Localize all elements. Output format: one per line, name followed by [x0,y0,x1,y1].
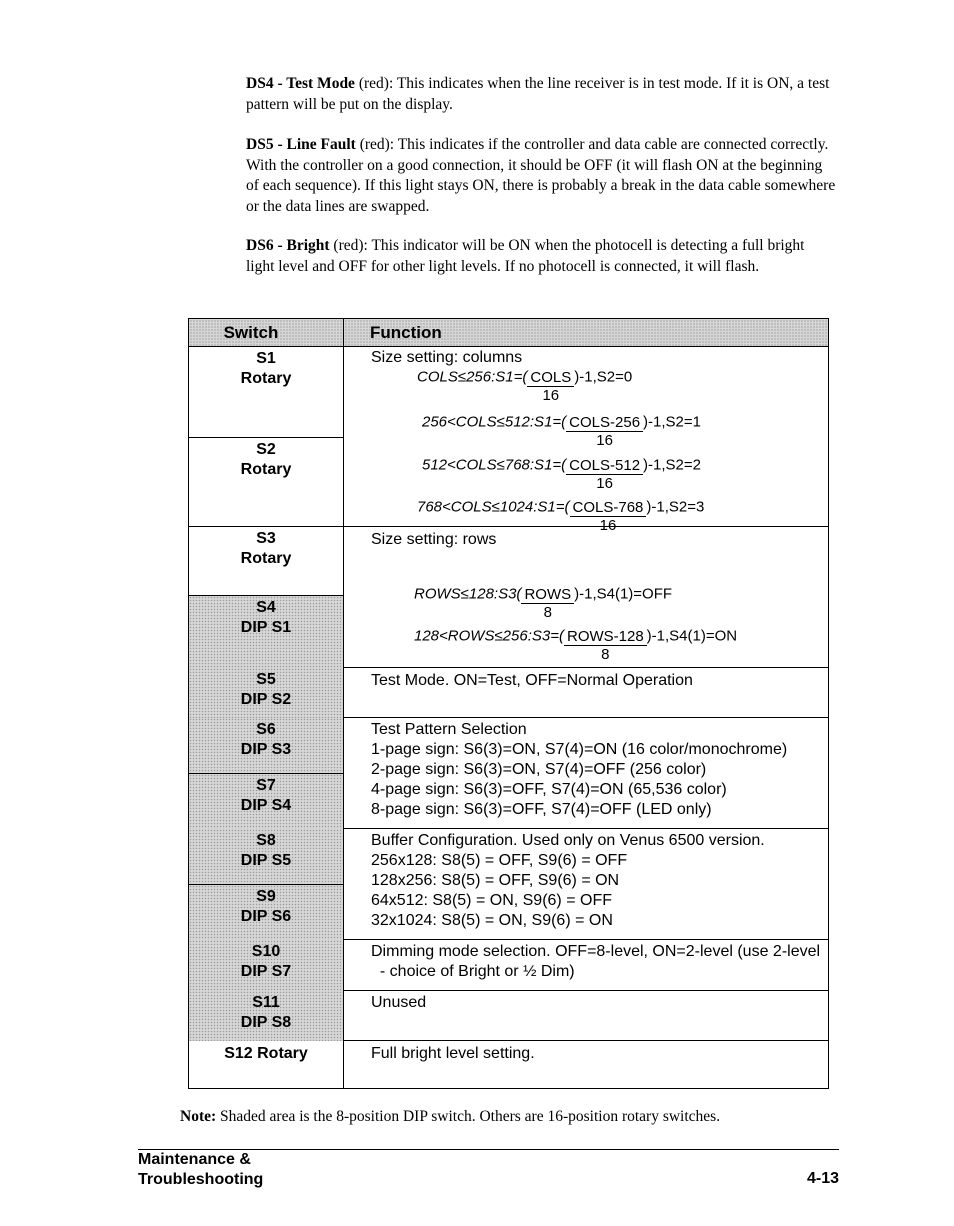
switch-s5-type: DIP S2 [240,691,292,708]
switch-s7-type: DIP S4 [240,797,292,814]
switch-s9-type: DIP S6 [240,908,292,925]
full-bright-text: Full bright level setting. [371,1045,535,1062]
switch-s4-type: DIP S1 [240,619,292,636]
text-ds6: (red): This indicator will be ON when the photocell is detecting a full bright light level and OFF for other light levels. If no photocell is connected, it will flash. [246,237,805,275]
switch-s6-type: DIP S3 [240,741,292,758]
formula-rows-2-pre: 128<ROWS≤256:S3=( [414,627,564,645]
formula-cols-4-pre: 768<COLS≤1024:S1=( [417,498,570,516]
buffer-line: 256x128: S8(5) = OFF, S9(6) = OFF [371,852,628,869]
rows-title: Size setting: rows [371,531,497,548]
formula-cols-1 [417,360,633,404]
formula-rows-2 [414,619,738,663]
formula-cols-2-post: )-1,S2=1 [643,413,701,431]
footer-section-line: Maintenance & [138,1151,251,1168]
formula-cols-4-num: COLS-768 [570,500,647,517]
formula-rows-2-post: )-1,S4(1)=ON [646,627,738,645]
switch-s7 [189,773,343,829]
function-test-mode [344,668,829,718]
table-row-dimming [189,940,829,991]
table-header-row [189,319,829,347]
function-dimming [344,940,829,991]
switch-s9-name: S9 [256,888,276,905]
dimming-line: Dimming mode selection. OFF=8-level, ON=2-level (use 2-level [371,943,821,960]
table-row-buffer [189,829,829,940]
switch-s6-name: S6 [256,721,276,738]
formula-cols-3-post: )-1,S2=2 [643,456,701,474]
table-row-full-bright [189,1041,829,1089]
formula-cols-2 [422,405,701,449]
switch-s5-name: S5 [256,671,276,688]
text-ds4: (red): This indicates when the line receiver is in test mode. If it is ON, a test pattern will be put on the display. [246,75,830,113]
test-pattern-line: Test Pattern Selection [371,721,527,738]
switch-s4 [189,595,343,668]
formula-cols-1-post: )-1,S2=0 [574,368,633,386]
formula-rows-1-den: 8 [543,604,552,621]
note-text: Shaded area is the 8-position DIP switch. Others are 16-position rotary switches. [216,1108,721,1125]
paragraph-ds4 [246,74,836,115]
switch-cell-s12 [189,1041,344,1089]
formula-cols-2-num: COLS-256 [566,415,643,432]
dimming-line: - choice of Bright or ½ Dim) [371,963,575,980]
switch-s8 [189,829,343,884]
buffer-line: 64x512: S8(5) = ON, S9(6) = OFF [371,892,612,909]
footer-section-line: Troubleshooting [138,1171,264,1188]
footer-section [138,1150,263,1190]
formula-cols-3 [422,448,701,492]
formula-rows-1-num: ROWS [521,587,574,604]
paragraph-ds6 [246,236,836,277]
switch-s2 [189,437,343,527]
switch-s9 [189,884,343,940]
formula-cols-3-den: 16 [596,475,613,492]
term-ds5: DS5 - Line Fault [246,136,356,153]
switch-cell-s10 [189,940,344,991]
formula-cols-4-den: 16 [599,517,617,534]
function-columns [344,347,829,534]
formula-cols-2-den: 16 [596,432,613,449]
term-ds6: DS6 - Bright [246,237,330,254]
switch-s1-name: S1 [256,350,276,367]
switch-s3-name: S3 [256,530,276,547]
switch-s5 [189,668,343,718]
note-label: Note: [180,1108,217,1125]
formula-rows-2-den: 8 [601,646,610,663]
table-row-unused [189,991,829,1041]
formula-rows-1 [414,577,673,621]
switch-cell-s1-s2 [189,347,344,527]
text-ds5: (red): This indicates if the controller and data cable are connected correctly. With the controller on a good connection, it should be OFF (it will flash ON at the beginning of each sequence). If this light stays ON, there is probably a break in the data cable somewhere or the data lines are swapped. [246,136,836,215]
switch-s11-type: DIP S8 [240,1014,292,1031]
switch-s11-name: S11 [252,994,280,1011]
unused-text: Unused [371,994,427,1011]
test-pattern-line: 2-page sign: S6(3)=ON, S7(4)=OFF (256 color) [371,761,707,778]
formula-rows-1-pre: ROWS≤128:S3( [414,585,522,603]
switch-s2-type: Rotary [240,461,292,478]
switch-s10-name: S10 [251,943,281,960]
switch-table [188,318,829,1089]
formula-cols-3-pre: 512<COLS≤768:S1=( [422,456,567,474]
function-full-bright [344,1041,829,1089]
function-buffer [344,829,829,940]
table-row-test-mode [189,668,829,718]
formula-cols-4-post: )-1,S2=3 [646,498,705,516]
switch-s10 [189,940,343,991]
formula-cols-2-pre: 256<COLS≤512:S1=( [422,413,567,431]
switch-s3 [189,527,343,595]
buffer-line: Buffer Configuration. Used only on Venus 6500 version. [371,832,765,849]
switch-cell-s5 [189,668,344,718]
switch-s12: S12 Rotary [224,1045,308,1062]
header-function: Function [344,319,829,347]
test-pattern-line: 8-page sign: S6(3)=OFF, S7(4)=OFF (LED only) [371,801,712,818]
columns-title: Size setting: columns [371,349,523,366]
formula-cols-1-num: COLS [527,370,574,387]
table-row-test-pattern [189,718,829,829]
function-unused [344,991,829,1041]
switch-s11 [189,991,343,1041]
header-switch: Switch [189,319,344,347]
switch-s7-name: S7 [256,777,276,794]
table-note [180,1108,720,1126]
formula-cols-1-den: 16 [542,387,560,404]
switch-cell-s11 [189,991,344,1041]
formula-cols-4 [417,490,705,534]
formula-rows-2-num: ROWS-128 [564,629,647,646]
switch-cell-s8-s9 [189,829,344,940]
switch-s4-name: S4 [256,599,276,616]
switch-s1 [189,347,343,437]
table-row-columns [189,347,829,527]
buffer-line: 128x256: S8(5) = OFF, S9(6) = ON [371,872,620,889]
function-test-pattern [344,718,829,829]
switch-s6 [189,718,343,773]
switch-s10-type: DIP S7 [240,963,292,980]
switch-s2-name: S2 [256,441,276,458]
paragraph-ds5 [246,135,836,217]
switch-s3-type: Rotary [240,550,292,567]
switch-cell-s6-s7 [189,718,344,829]
formula-rows-1-post: )-1,S4(1)=OFF [574,585,673,603]
function-rows [344,527,829,668]
formula-cols-1-pre: COLS≤256:S1=( [417,368,528,386]
test-mode-text: Test Mode. ON=Test, OFF=Normal Operation [371,672,693,689]
term-ds4: DS4 - Test Mode [246,75,355,92]
switch-s8-name: S8 [256,832,276,849]
page-number: 4-13 [806,1170,839,1187]
table-row-rows [189,527,829,668]
test-pattern-line: 1-page sign: S6(3)=ON, S7(4)=ON (16 color/monochrome) [371,741,788,758]
switch-s1-type: Rotary [240,370,292,387]
switch-s8-type: DIP S5 [240,852,292,869]
formula-cols-3-num: COLS-512 [566,458,643,475]
test-pattern-line: 4-page sign: S6(3)=OFF, S7(4)=ON (65,536 color) [371,781,727,798]
switch-cell-s3-s4 [189,527,344,668]
buffer-line: 32x1024: S8(5) = ON, S9(6) = ON [371,912,613,929]
